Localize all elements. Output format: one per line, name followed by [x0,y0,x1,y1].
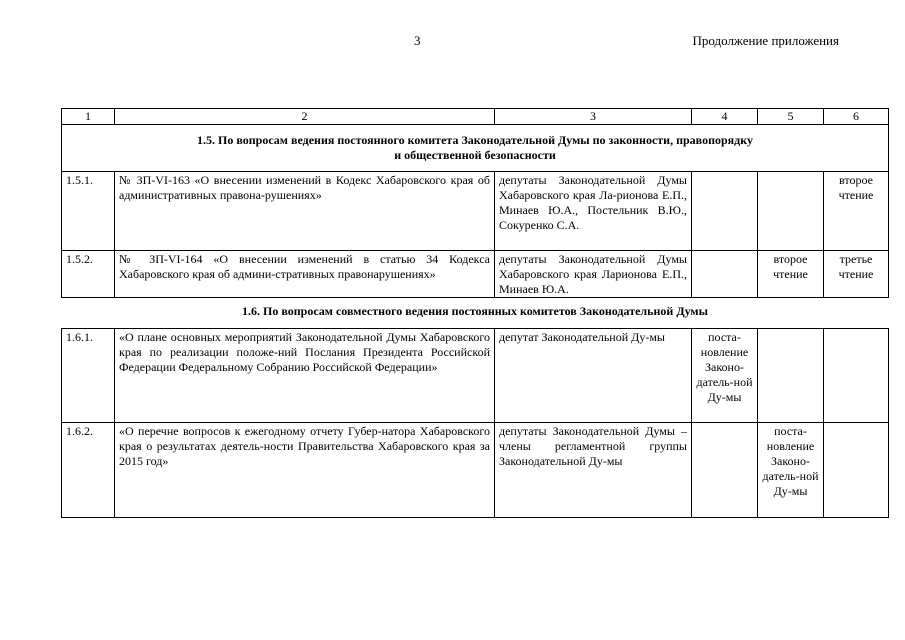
item-col4: поста-новление Законо-датель-ной Ду-мы [692,329,758,423]
item-col5 [758,172,824,251]
item-number: 1.6.1. [62,329,115,423]
column-number: 1 [62,109,115,125]
section-heading-row [62,125,889,172]
section-heading-row [62,298,889,329]
column-number: 2 [115,109,495,125]
item-initiator: депутат Законодательной Ду-мы [495,329,692,423]
item-number: 1.6.2. [62,423,115,518]
item-col4 [692,172,758,251]
item-col4 [692,251,758,298]
column-number: 5 [758,109,824,125]
item-initiator: депутаты Законодательной Думы Хабаровского края Ла-рионова Е.П., Минаев Ю.А., Постельник В.Ю., Сокуренко С.А. [495,172,692,251]
column-number: 3 [495,109,692,125]
item-col5: поста-новление Законо-датель-ной Ду-мы [758,423,824,518]
plan-table [61,108,889,518]
item-col5: второе чтение [758,251,824,298]
item-title: № ЗП-VI-164 «О внесении изменений в статью 34 Кодекса Хабаровского края об админи-стративных правонарушениях» [115,251,495,298]
table-row [62,423,889,518]
section-heading-line: 1.5. По вопросам ведения постоянного комитета Законодательной Думы по законности, правопорядку [197,133,753,147]
column-number: 6 [824,109,889,125]
item-title: № ЗП-VI-163 «О внесении изменений в Кодекс Хабаровского края об административных правона-рушениях» [115,172,495,251]
column-number-row [62,109,889,125]
item-col5 [758,329,824,423]
section-heading-line: и общественной безопасности [394,148,556,162]
page-number: 3 [414,33,421,48]
table-row [62,172,889,251]
item-number: 1.5.1. [62,172,115,251]
column-number: 4 [692,109,758,125]
section-heading [62,125,889,172]
item-col6: второе чтение [824,172,889,251]
item-number: 1.5.2. [62,251,115,298]
item-col6: третье чтение [824,251,889,298]
item-title: «О перечне вопросов к ежегодному отчету Губер-натора Хабаровского края о результатах деятель-ности Правительства Хабаровского края за 2015 год» [115,423,495,518]
item-col6 [824,329,889,423]
item-initiator: депутаты Законодательной Думы Хабаровского края Ларионова Е.П., Минаев Ю.А. [495,251,692,298]
section-heading: 1.6. По вопросам совместного ведения постоянных комитетов Законодательной Думы [62,298,889,329]
item-title: «О плане основных мероприятий Законодательной Думы Хабаровского края по реализации положе-ний Послания Президента Российской Федерации Федеральному Собранию Российской Федерации» [115,329,495,423]
item-col6 [824,423,889,518]
table-row [62,329,889,423]
continuation-label: Продолжение приложения [692,33,839,48]
item-col4 [692,423,758,518]
table-row [62,251,889,298]
item-initiator: депутаты Законодательной Думы – члены регламентной группы Законодательной Ду-мы [495,423,692,518]
